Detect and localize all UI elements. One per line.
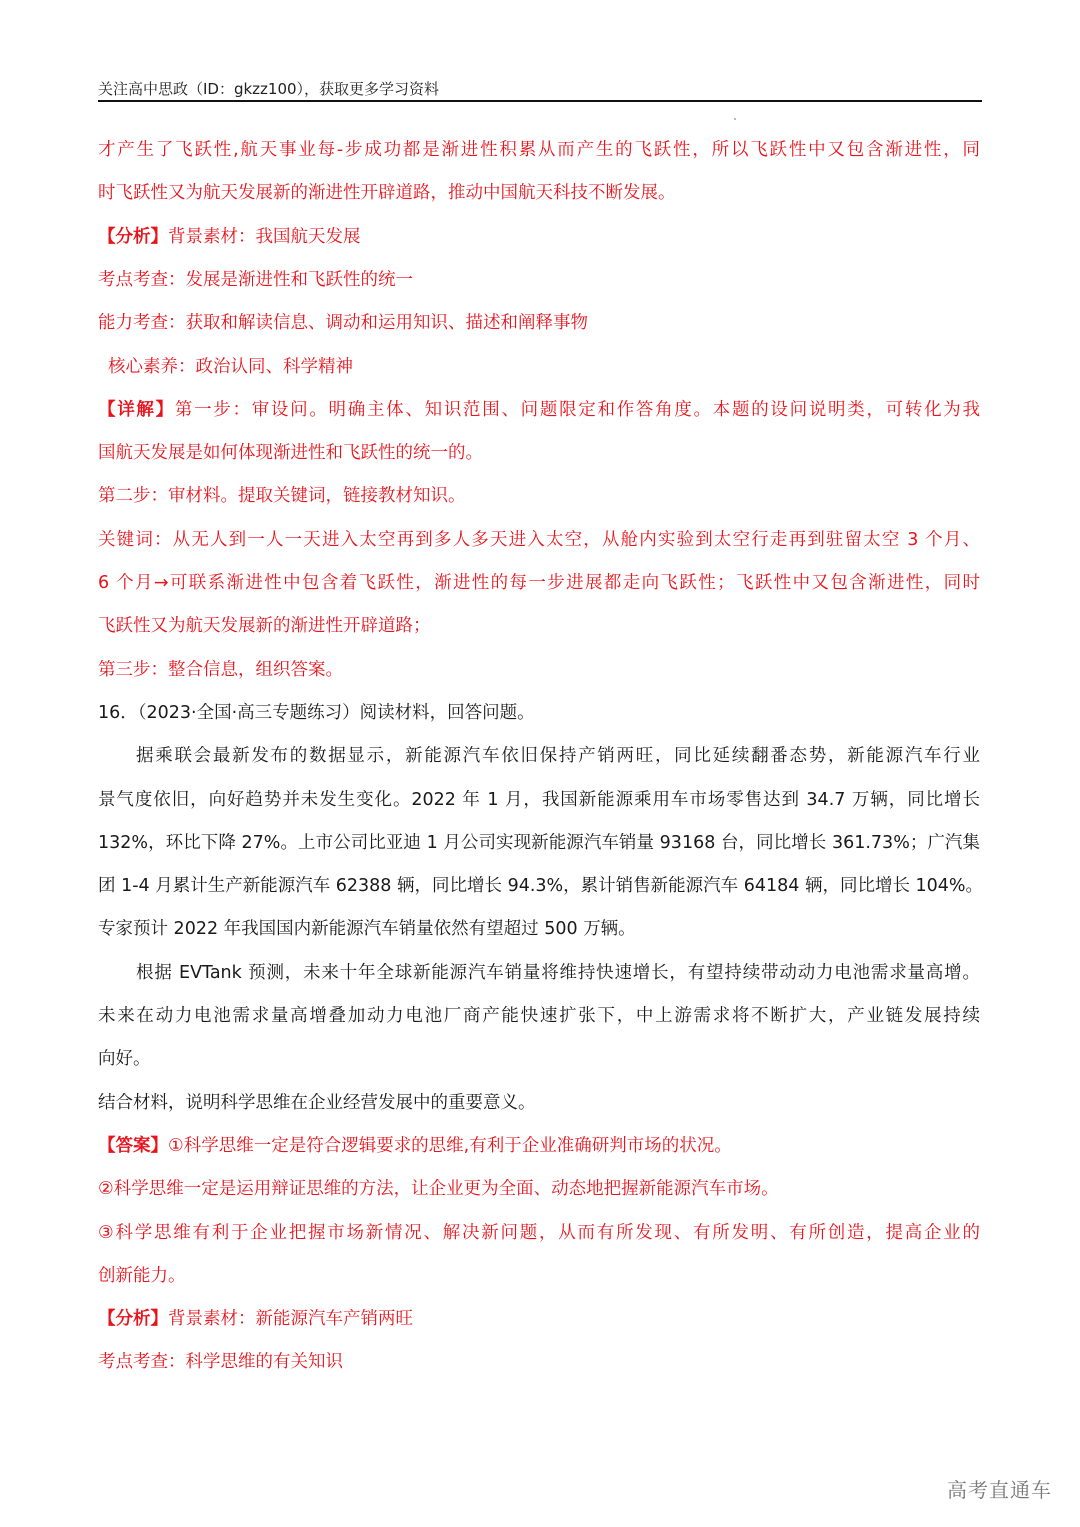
text-line (98, 529, 980, 551)
text-line (98, 226, 980, 248)
header-divider (98, 100, 982, 102)
text-line (98, 615, 980, 637)
watermark: 高考直通车 (947, 1478, 1052, 1502)
text-line (98, 1135, 980, 1157)
text-line (98, 789, 980, 811)
text-line (98, 1222, 980, 1244)
section-tag: 【答案】 (98, 1135, 168, 1156)
line-text: 16．（2023·全国·高三专题练习）阅读材料，回答问题。 (98, 702, 535, 723)
text-line (98, 1092, 980, 1114)
line-text: 向好。 (98, 1049, 151, 1070)
text-line (98, 399, 980, 421)
line-text: 第三步：整合信息，组织答案。 (98, 659, 343, 680)
text-line (98, 442, 980, 464)
text-line (98, 702, 980, 724)
line-text: 结合材料，说明科学思维在企业经营发展中的重要意义。 (98, 1092, 536, 1113)
line-text: ①科学思维一定是符合逻辑要求的思维,有利于企业准确研判市场的状况。 (168, 1135, 732, 1156)
section-tag: 【分析】 (98, 1309, 168, 1330)
line-text: 才产生了飞跃性,航天事业每-步成功都是渐进性积累从而产生的飞跃性，所以飞跃性中又包含渐进性，同 (98, 140, 980, 160)
line-text: 景气度依旧，向好趋势并未发生变化。2022 年 1 月，我国新能源乘用车市场零售达到 34.7 万辆，同比增长 (98, 789, 980, 810)
line-text: 根据 EVTank 预测，未来十年全球新能源汽车销量将维持快速增长，有望持续带动动力电池需求量高增。 (136, 962, 980, 983)
text-line (98, 659, 980, 681)
speck (734, 118, 736, 120)
text-line (98, 269, 980, 291)
text-line (136, 745, 980, 767)
line-text: 132%，环比下降 27%。上市公司比亚迪 1 月公司实现新能源汽车销量 93168 台，同比增长 361.73%；广汽集 (98, 832, 980, 853)
line-text: 未来在动力电池需求量高增叠加动力电池厂商产能快速扩张下，中上游需求将不断扩大，产业链发展持续 (98, 1006, 980, 1026)
line-text: 第二步：审材料。提取关键词，链接教材知识。 (98, 486, 466, 507)
line-text: 考点考查：发展是渐进性和飞跃性的统一 (98, 269, 413, 290)
text-line (98, 182, 980, 204)
text-line (108, 356, 990, 378)
text-line (98, 485, 980, 507)
section-tag: 【详解】 (98, 399, 175, 420)
line-text: 第一步：审设问。明确主体、知识范围、问题限定和作答角度。本题的设问说明类，可转化为我 (174, 399, 981, 420)
line-text: 背景素材：新能源汽车产销两旺 (168, 1309, 413, 1330)
line-text: 飞跃性又为航天发展新的渐进性开辟道路； (98, 616, 431, 637)
line-text: 能力考查：获取和解读信息、调动和运用知识、描述和阐释事物 (98, 313, 588, 334)
text-line (98, 1351, 980, 1373)
text-line (98, 1265, 980, 1287)
line-text: 团 1-4 月累计生产新能源汽车 62388 辆，同比增长 94.3%，累计销售新能源汽车 64184 辆，同比增长 104%。 (98, 876, 984, 897)
text-line (98, 875, 984, 897)
text-line (98, 139, 980, 161)
line-text: ③科学思维有利于企业把握市场新情况、解决新问题，从而有所发现、有所发明、有所创造，提高企业的 (98, 1222, 980, 1243)
line-text: 6 个月→可联系渐进性中包含着飞跃性，渐进性的每一步进展都走向飞跃性；飞跃性中又包含渐进性，同时 (98, 573, 980, 593)
line-text: 专家预计 2022 年我国国内新能源汽车销量依然有望超过 500 万辆。 (98, 919, 636, 940)
line-text: 关键词：从无人到一人一天进入太空再到多人多天进入太空，从舱内实验到太空行走再到驻留太空 3 个月、 (98, 529, 980, 550)
line-text: 创新能力。 (98, 1265, 186, 1286)
text-line (98, 1005, 980, 1027)
line-text: 国航天发展是如何体现渐进性和飞跃性的统一的。 (98, 443, 483, 464)
line-text: 背景素材：我国航天发展 (168, 226, 361, 247)
line-text: 核心素养：政治认同、科学精神 (108, 356, 353, 377)
text-line (136, 962, 980, 984)
text-line (98, 572, 980, 594)
section-tag: 【分析】 (98, 226, 168, 247)
line-text: 据乘联会最新发布的数据显示，新能源汽车依旧保持产销两旺，同比延续翻番态势，新能源汽车行业 (136, 746, 980, 767)
line-text: 时飞跃性又为航天发展新的渐进性开辟道路，推动中国航天科技不断发展。 (98, 183, 676, 204)
text-line (98, 1178, 980, 1200)
text-line (98, 918, 980, 940)
line-text: 考点考查：科学思维的有关知识 (98, 1352, 343, 1373)
line-text: ②科学思维一定是运用辩证思维的方法，让企业更为全面、动态地把握新能源汽车市场。 (98, 1179, 779, 1200)
text-line (98, 312, 980, 334)
text-line (98, 832, 980, 854)
page-header: 关注高中思政（ID：gkzz100），获取更多学习资料 (98, 80, 440, 98)
text-line (98, 1308, 980, 1330)
text-line (98, 1048, 980, 1070)
